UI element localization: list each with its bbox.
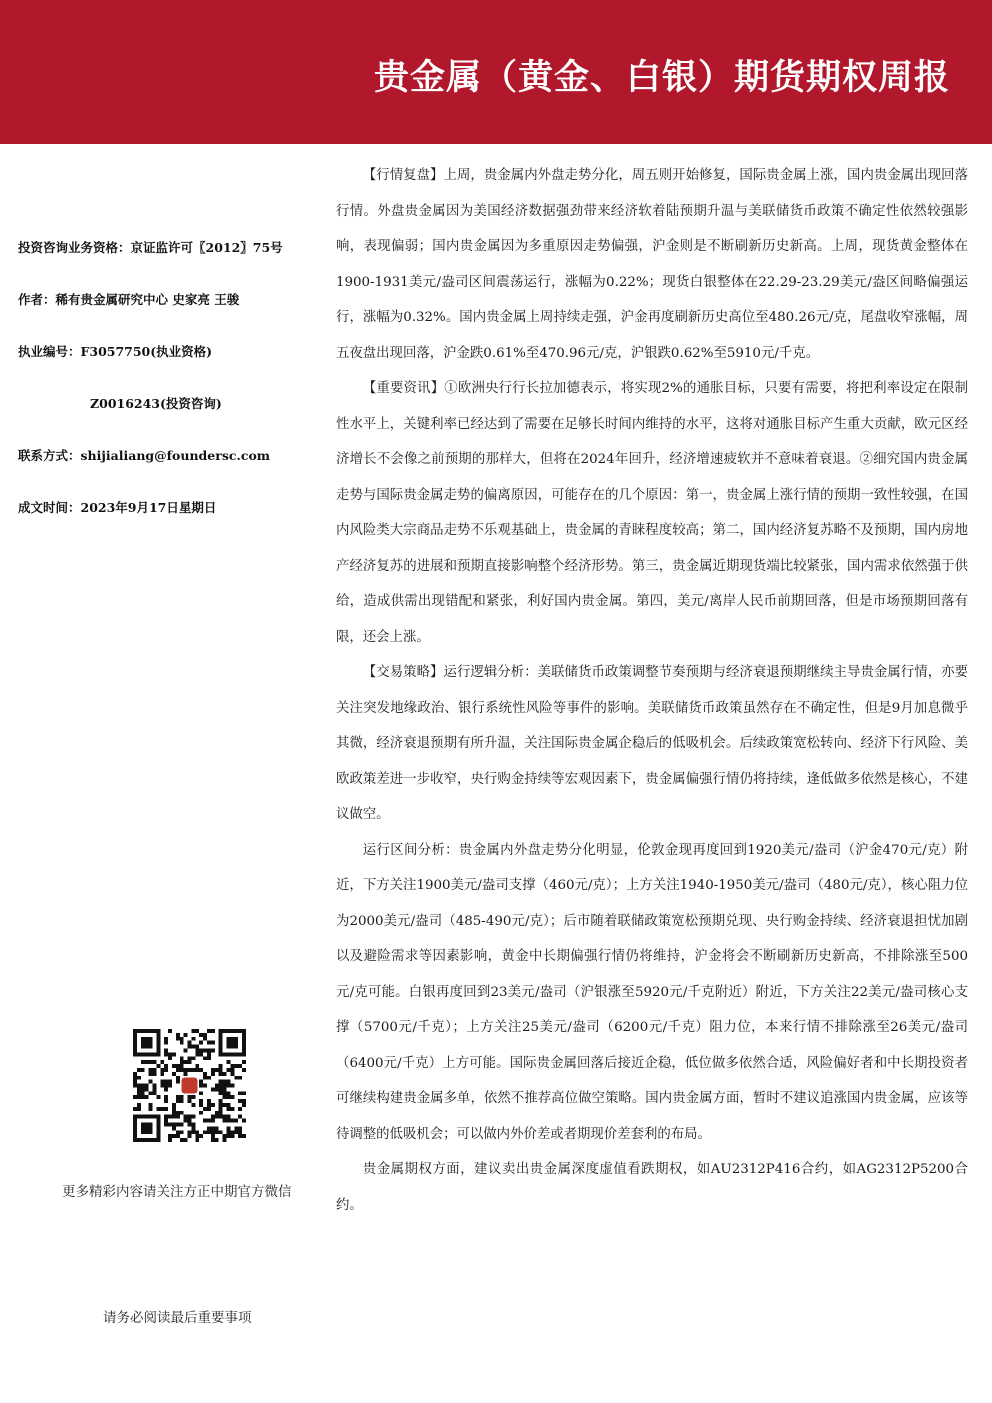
- options-paragraph: 贵金属期权方面，建议卖出贵金属深度虚值看跌期权，如AU2312P416合约，如AG2312P5200合约。: [336, 1162, 968, 1213]
- cert-number: 执业编号：F3057750(执业资格): [18, 344, 213, 359]
- contact-info[interactable]: 联系方式：shijialiang@foundersc.com: [18, 448, 271, 463]
- range-analysis-paragraph: 运行区间分析：贵金属内外盘走势分化明显，伦敦金现再度回到1920美元/盎司（沪金470元/克）附近，下方关注1900美元/盎司支撑（460元/克）；上方关注1940-1950美元/盎司（480元/克），核心阻力位为2000美元/盎司（485-490元/克）；后市随着联储政策宽松预期兑现、央行购金持续、经济衰退担忧加剧以及避险需求等因素影响，黄金中长期偏强行情仍将维持，沪金将会不断刷新历史新高，不排除涨至500元/克可能。白银再度回到23美元/盎司（沪银涨至5920元/千克附近）附近，下方关注22美元/盎司核心支撑（5700元/千克）；上方关注25美元/盎司（6200元/千克）阻力位，本来行情不排除涨至26美元/盎司（6400元/千克）上方可能。国际贵金属回落后接近企稳，低位做多依然合适，风险偏好者和中长期投资者可继续构建贵金属多单，依然不推荐高位做空策略。国内贵金属方面，暂时不建议追涨国内贵金属，应该等待调整的低吸机会；可以做内外价差或者期现价差套利的布局。: [336, 842, 968, 1142]
- market-review-paragraph: 【行情复盘】上周，贵金属内外盘走势分化，周五则开始修复，国际贵金属上涨，国内贵金属出现回落行情。外盘贵金属因为美国经济数据强劲带来经济软着陆预期升温与美联储货币政策不确定性依然较强影响，表现偏弱；国内贵金属因为多重原因走势偏强，沪金则是不断刷新历史新高。上周，现货黄金整体在1900-1931美元/盎司区间震荡运行，涨幅为0.22%；现货白银整体在22.29-23.29美元/盎区间略偏强运行，涨幅为0.32%。国内贵金属上周持续走强，沪金再度刷新历史高位至480.26元/克，尾盘收窄涨幅，周五夜盘出现回落，沪金跌0.61%至470.96元/克，沪银跌0.62%至5910元/千克。: [336, 168, 968, 361]
- report-title: 贵金属（黄金、白银）期货期权周报: [373, 58, 950, 98]
- key-news-paragraph: 【重要资讯】①欧洲央行行长拉加德表示，将实现2%的通胀目标，只要有需要，将把利率设定在限制性水平上，关键利率已经达到了需要在足够长时间内维持的水平，这将对通胀目标产生重大贡献，欧元区经济增长不会像之前预期的那样大，但将在2024年回升，经济增速疲软并不意味着衰退。②细究国内贵金属走势与国际贵金属走势的偏离原因，可能存在的几个原因：第一，贵金属上涨行情的预期一致性较强，在国内风险类大宗商品走势不乐观基础上，贵金属的青睐程度较高；第二，国内经济复苏略不及预期，国内房地产经济复苏的进展和预期直接影响整个经济形势。第三，贵金属近期现货端比较紧张，国内需求依然强于供给，造成供需出现错配和紧张，利好国内贵金属。第四，美元/离岸人民币前期回落，但是市场预期回落有限，还会上涨。: [336, 381, 968, 645]
- trading-strategy-paragraph: 【交易策略】运行逻辑分析：美联储货币政策调整节奏预期与经济衰退预期继续主导贵金属行情，亦要关注突发地缘政治、银行系统性风险等事件的影响。美联储货币政策虽然存在不确定性，但是9月加息微乎其微，经济衰退预期有所升温，关注国际贵金属企稳后的低吸机会。后续政策宽松转向、经济下行风险、美欧政策差进一步收窄，央行购金持续等宏观因素下，贵金属偏强行情仍将持续，逢低做多依然是核心，不建议做空。: [336, 665, 968, 822]
- qr-caption: 更多精彩内容请关注方正中期官方微信: [62, 1184, 292, 1200]
- date-info: 成文时间：2023年9月17日星期日: [18, 500, 217, 515]
- disclaimer-note: 请务必阅读最后重要事项: [103, 1310, 252, 1326]
- license-info: 投资咨询业务资格：京证监许可〖2012〗75号: [18, 240, 283, 255]
- cert-number-2: Z0016243(投资咨询): [90, 396, 222, 411]
- author-info: 作者：稀有贵金属研究中心 史家亮 王骏: [18, 292, 240, 307]
- qr-code[interactable]: [133, 1029, 246, 1142]
- header-banner: [0, 0, 992, 144]
- article-body: [336, 158, 968, 1223]
